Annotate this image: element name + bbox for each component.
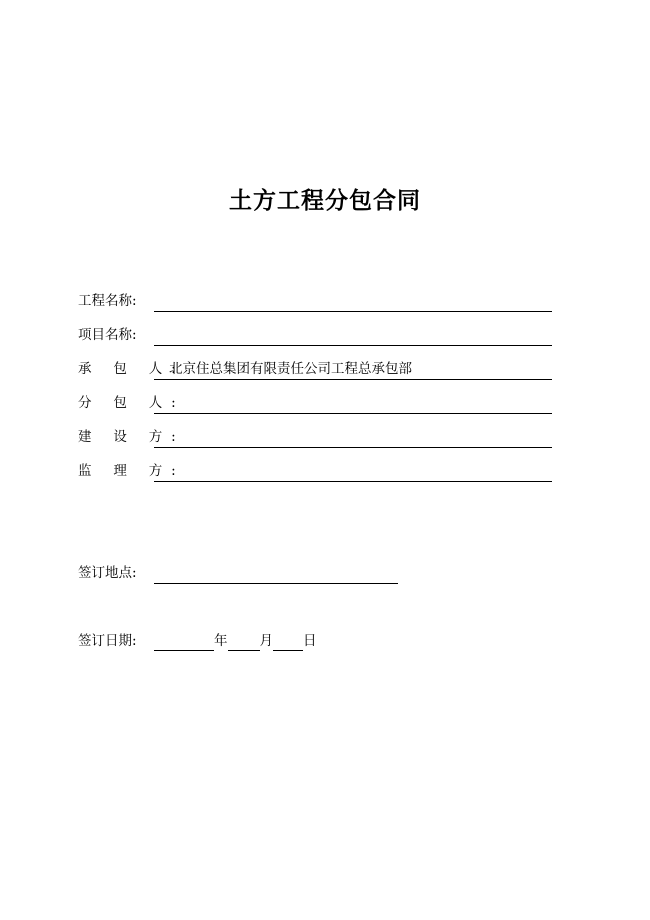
- project-name-label: 工程名称:: [78, 293, 137, 309]
- year-unit: 年: [214, 633, 228, 649]
- month-unit: 月: [259, 633, 273, 649]
- contractor-value: 北京住总集团有限责任公司工程总承包部: [169, 361, 412, 377]
- supervisor-label: 监 理 方:: [78, 463, 185, 479]
- item-name-field[interactable]: [154, 324, 552, 346]
- document-title: 土方工程分包合同: [229, 187, 421, 214]
- contractor-field[interactable]: [154, 358, 552, 380]
- contractor-label: 承 包 人:: [78, 361, 185, 377]
- project-name-field[interactable]: [154, 290, 552, 312]
- signing-place-field[interactable]: [154, 562, 398, 584]
- day-unit: 日: [303, 633, 317, 649]
- signing-place-label: 签订地点:: [78, 565, 137, 581]
- builder-label: 建 设 方:: [78, 429, 185, 445]
- subcontractor-field[interactable]: [154, 392, 552, 414]
- signing-date-label: 签订日期:: [78, 633, 137, 649]
- subcontractor-label: 分 包 人:: [78, 395, 185, 411]
- signing-day-field[interactable]: [273, 630, 303, 651]
- signing-date-row: [78, 630, 317, 652]
- supervisor-field[interactable]: [154, 460, 552, 482]
- item-name-label: 项目名称:: [78, 327, 137, 343]
- builder-field[interactable]: [154, 426, 552, 448]
- signing-year-field[interactable]: [154, 630, 214, 651]
- signing-month-field[interactable]: [228, 630, 260, 651]
